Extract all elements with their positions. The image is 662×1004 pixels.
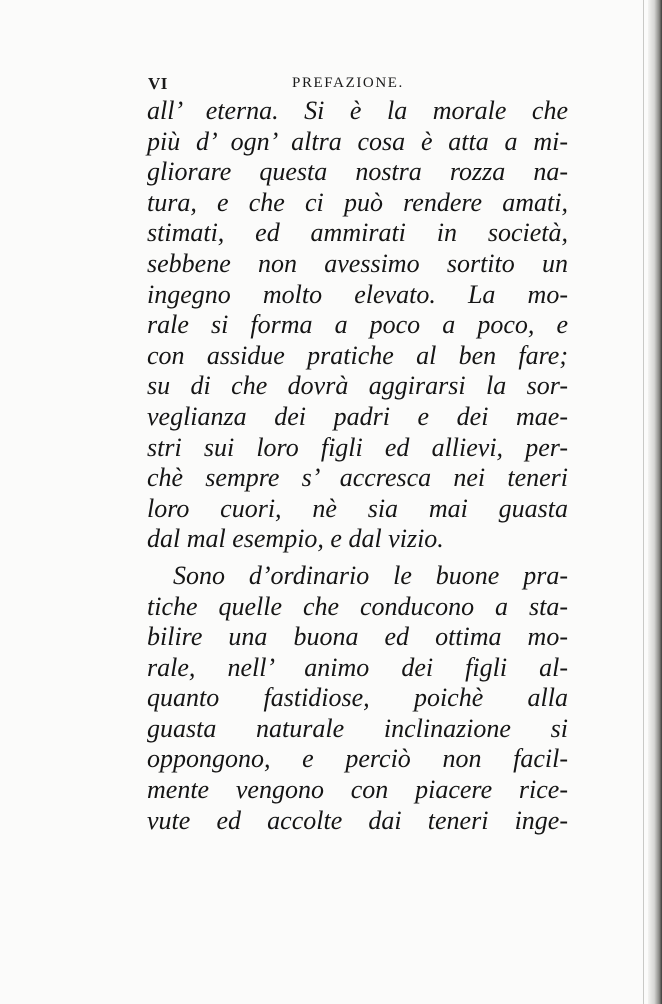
running-title: PREFAZIONE. [292, 75, 404, 91]
text-line: rale si forma a poco a poco, e [147, 310, 568, 340]
page-header [148, 74, 568, 98]
text-line: bilire una buona ed ottima mo- [147, 622, 568, 652]
text-line: stimati, ed ammirati in società, [147, 218, 568, 248]
text-line: con assidue pratiche al ben fare; [147, 340, 568, 370]
text-line: tiche quelle che conducono a sta- [147, 591, 568, 621]
text-line: tura, e che ci può rendere amati, [147, 187, 568, 217]
paragraph [147, 96, 568, 555]
text-line: vute ed accolte dai teneri inge- [147, 805, 568, 835]
page-number: VI [148, 74, 168, 93]
text-line: oppongono, e perciò non facil- [147, 744, 568, 774]
text-line: chè sempre s’ accresca nei teneri [147, 463, 568, 493]
text-line: veglianza dei padri e dei mae- [147, 401, 568, 431]
text-line: mente vengono con piacere rice- [147, 775, 568, 805]
text-line: più d’ ogn’ altra cosa è atta a mi- [147, 126, 568, 156]
text-line: guasta naturale inclinazione si [147, 713, 568, 743]
text-line: stri sui loro figli ed allievi, per- [147, 432, 568, 462]
text-line: all’ eterna. Si è la morale che [147, 96, 568, 125]
text-line: su di che dovrà aggirarsi la sor- [147, 371, 568, 401]
text-line: ingegno molto elevato. La mo- [147, 279, 568, 309]
text-line: Sono d’ordinario le buone pra- [173, 560, 568, 590]
text-line: loro cuori, nè sia mai guasta [147, 493, 568, 523]
text-line: sebbene non avessimo sortito un [147, 248, 568, 278]
paragraph [147, 561, 568, 836]
text-line: dal mal esempio, e dal vizio. [147, 524, 444, 554]
page-edge-shadow [648, 0, 662, 1004]
text-line: rale, nell’ animo dei figli al- [147, 652, 568, 682]
text-line: gliorare questa nostra rozza na- [147, 157, 568, 187]
body-text [147, 96, 568, 836]
text-line: quanto fastidiose, poichè alla [147, 683, 568, 713]
page-gutter-line [643, 0, 644, 1004]
